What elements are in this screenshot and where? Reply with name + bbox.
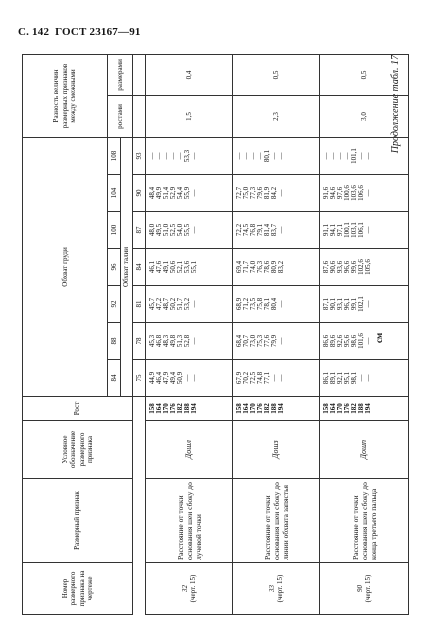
chest-size-1: 88 [108, 323, 121, 360]
value: 72,5 [249, 371, 257, 385]
height-value: 194 [277, 403, 285, 414]
height-value: 188 [270, 403, 278, 414]
value-cell-size-0 [146, 360, 233, 397]
page-number: С. 142 [18, 26, 50, 38]
value: — [270, 152, 278, 160]
value: 69,4 [235, 260, 243, 274]
value-cell-size-6 [146, 137, 233, 174]
value: 71,7 [242, 260, 250, 274]
value: 79,9 [270, 334, 278, 348]
value: 50,6 [169, 260, 177, 274]
chest-group-header: Обхват груди [23, 137, 108, 396]
waist-size-0: 75 [133, 360, 146, 397]
feature-symbol: Дошз [233, 421, 320, 479]
header-spacer [133, 421, 146, 479]
chest-size-6: 108 [108, 137, 121, 174]
table-row [233, 54, 320, 614]
value: 87,1 [322, 297, 330, 311]
value: 53,6 [183, 260, 191, 274]
value: 79,6 [256, 186, 264, 200]
value-cell-size-6 [320, 137, 409, 174]
value-cell-size-4 [320, 212, 409, 249]
value: 99,6 [350, 260, 358, 274]
value: 103,6 [350, 185, 358, 201]
page-header [18, 26, 141, 38]
height-cell [233, 397, 320, 421]
value: 81,9 [263, 186, 271, 200]
value: — [364, 226, 372, 234]
value: 75,3 [256, 334, 264, 348]
height-value: 176 [343, 403, 351, 414]
figure-ref: (черт. 15) [364, 574, 372, 603]
value: 94,6 [329, 186, 337, 200]
value: — [364, 300, 372, 308]
height-value: 182 [263, 403, 271, 414]
value: 91,1 [322, 223, 330, 237]
table-row [320, 54, 409, 614]
value: 83,2 [277, 260, 285, 274]
value-cell-size-5 [233, 175, 320, 212]
value-cell-size-1 [233, 323, 320, 360]
value: — [357, 152, 365, 160]
col-feature-header: Размерный признак [23, 479, 133, 563]
dimensions-table [22, 54, 409, 615]
value: 78,6 [263, 260, 271, 274]
chest-size-4: 100 [108, 212, 121, 249]
value: — [176, 152, 184, 160]
value: — [364, 337, 372, 345]
value: — [357, 374, 365, 382]
value: 51,3 [176, 334, 184, 348]
value: 97,1 [336, 223, 344, 237]
value: 55,1 [190, 260, 198, 274]
value: — [322, 152, 330, 160]
height-cell [320, 397, 409, 421]
value: 90,1 [329, 297, 337, 311]
value-cell-size-1 [146, 323, 233, 360]
value: 86,1 [322, 371, 330, 385]
waist-size-3: 84 [133, 249, 146, 286]
value: — [277, 226, 285, 234]
value: 105,6 [364, 259, 372, 275]
value: 52,5 [169, 223, 177, 237]
table-row [146, 54, 233, 614]
value: 96,6 [343, 260, 351, 274]
value-cell-size-2 [146, 286, 233, 323]
chest-size-0: 84 [108, 360, 121, 397]
value: 74,0 [249, 260, 257, 274]
feature-number-cell [233, 563, 320, 615]
height-value: 170 [336, 403, 344, 414]
height-value: 164 [329, 403, 337, 414]
value: 71,2 [242, 297, 250, 311]
value: 53,2 [183, 297, 191, 311]
value: 74,5 [242, 223, 250, 237]
feature-number: 33 [267, 585, 276, 592]
value: — [190, 226, 198, 234]
value: 103,1 [350, 222, 358, 238]
header-spacer [133, 563, 146, 615]
col-height-header: Рост [23, 397, 133, 421]
value: 72,2 [235, 223, 243, 237]
continuation-title: Продолжение табл. 17 [390, 55, 401, 154]
feature-symbol: Дошл [146, 421, 233, 479]
value: 46,4 [155, 371, 163, 385]
value: 87,6 [322, 260, 330, 274]
diff-size-value: 0,4 [146, 54, 233, 95]
waist-size-6: 93 [133, 137, 146, 174]
value: 96,1 [343, 297, 351, 311]
value: — [155, 152, 163, 160]
diff-height-value: 3,0 [320, 95, 409, 137]
value: 98,1 [350, 371, 358, 385]
header-row-waist-values [133, 54, 146, 614]
value-cell-size-4 [146, 212, 233, 249]
value: 49,5 [155, 223, 163, 237]
value: — [364, 152, 372, 160]
standard-code: ГОСТ 23167—91 [55, 26, 141, 38]
height-value: 188 [357, 403, 365, 414]
value: 73,0 [249, 334, 257, 348]
value: 47,2 [155, 297, 163, 311]
diff-header: Разность величин размерных признаков между смежными [23, 54, 108, 137]
value: 51,7 [176, 297, 184, 311]
value-cell-size-6 [233, 137, 320, 174]
diff-size-value: 0,5 [233, 54, 320, 95]
height-value: 182 [176, 403, 184, 414]
value: 101,6 [357, 333, 365, 349]
height-cell [146, 397, 233, 421]
col-symbol-header: Условное обозначение размерного признака [23, 421, 133, 479]
value: 98,6 [350, 334, 358, 348]
value: — [343, 152, 351, 160]
diff-size-value: 0,5 [320, 54, 409, 95]
value: 89,1 [329, 371, 337, 385]
waist-size-5: 90 [133, 175, 146, 212]
value: 79,1 [256, 223, 264, 237]
value: 45,3 [148, 334, 156, 348]
feature-number-cell [146, 563, 233, 615]
value: 49,4 [169, 371, 177, 385]
value: 53,3 [183, 149, 191, 163]
height-value: 176 [256, 403, 264, 414]
value: 91,6 [322, 186, 330, 200]
height-value: 158 [235, 403, 243, 414]
height-value: 176 [169, 403, 177, 414]
diff-height-value: 1,5 [146, 95, 233, 137]
value: 73,5 [249, 297, 257, 311]
value: 92,6 [336, 334, 344, 348]
value: 77,3 [249, 186, 257, 200]
value: 77,6 [263, 334, 271, 348]
diff-height-value: 2,3 [233, 95, 320, 137]
value: 68,4 [235, 334, 243, 348]
value-cell-size-2 [233, 286, 320, 323]
value: — [190, 189, 198, 197]
height-value: 182 [350, 403, 358, 414]
value: 76,8 [249, 223, 257, 237]
waist-size-1: 78 [133, 323, 146, 360]
value: 75,8 [256, 297, 264, 311]
height-value: 194 [364, 403, 372, 414]
value: 50,2 [169, 297, 177, 311]
value: 68,9 [235, 297, 243, 311]
value: 102,1 [357, 296, 365, 312]
header-spacer [133, 397, 146, 421]
value: 46,8 [155, 334, 163, 348]
feature-symbol: Дошп [320, 421, 409, 479]
value: 67,9 [235, 371, 243, 385]
feature-description: Расстояние от точки основания шеи сбоку до линии обхвата запястья [233, 479, 320, 563]
value: 70,2 [242, 371, 250, 385]
value: 49,9 [155, 186, 163, 200]
chest-size-3: 96 [108, 249, 121, 286]
value: 72,7 [235, 186, 243, 200]
value: 80,1 [263, 149, 271, 163]
value-cell-size-5 [146, 175, 233, 212]
value: 100,6 [343, 185, 351, 201]
value: 84,2 [270, 186, 278, 200]
col-num-header: Номер размерного признака на чертеже [23, 563, 133, 615]
feature-description: Расстояние от точки основания шеи сбоку до лучевой точки [146, 479, 233, 563]
value: — [277, 337, 285, 345]
value-cell-size-0 [233, 360, 320, 397]
value-cell-size-3 [320, 249, 409, 286]
value: 76,3 [256, 260, 264, 274]
feature-number: 32 [180, 585, 189, 592]
value: — [242, 152, 250, 160]
value: 48,7 [162, 297, 170, 311]
value: 92,1 [336, 371, 344, 385]
feature-description: Расстояние от точки основания шеи сбоку до конца третьего пальца [320, 479, 409, 563]
value: 86,6 [322, 334, 330, 348]
value: 46,1 [148, 260, 156, 274]
value: 55,5 [183, 223, 191, 237]
value: 106,6 [357, 185, 365, 201]
value: — [235, 152, 243, 160]
value: 47,9 [162, 371, 170, 385]
value: — [277, 189, 285, 197]
value: 90,6 [329, 260, 337, 274]
value: 55,9 [183, 186, 191, 200]
value: 48,4 [148, 186, 156, 200]
value: 47,6 [155, 260, 163, 274]
value: 89,6 [329, 334, 337, 348]
unit-label: см [374, 332, 384, 343]
value: 80,9 [270, 260, 278, 274]
value: — [169, 152, 177, 160]
value: 45,7 [148, 297, 156, 311]
height-value: 164 [155, 403, 163, 414]
value: 77,1 [263, 371, 271, 385]
header-spacer [133, 95, 146, 137]
value: — [148, 152, 156, 160]
figure-ref: (черт. 15) [189, 574, 197, 603]
value: 52,9 [169, 186, 177, 200]
value: 99,1 [350, 297, 358, 311]
value: 74,8 [256, 371, 264, 385]
value: — [336, 152, 344, 160]
value: 49,1 [162, 260, 170, 274]
value: 48,3 [162, 334, 170, 348]
waist-group-header: Обхват талии [121, 137, 133, 396]
height-value: 158 [148, 403, 156, 414]
value-cell-size-2 [320, 286, 409, 323]
value: 51,4 [162, 186, 170, 200]
diff-size-header: размерами [108, 54, 133, 95]
value: — [190, 300, 198, 308]
value: 94,1 [329, 223, 337, 237]
value: 106,1 [357, 222, 365, 238]
height-value: 170 [249, 403, 257, 414]
figure-ref: (черт. 15) [276, 574, 284, 603]
value: 70,7 [242, 334, 250, 348]
feature-number-cell [320, 563, 409, 615]
waist-size-2: 81 [133, 286, 146, 323]
value-cell-size-1 [320, 323, 409, 360]
chest-size-5: 104 [108, 175, 121, 212]
value: — [270, 374, 278, 382]
value: — [183, 374, 191, 382]
header-spacer [133, 479, 146, 563]
value: 51,0 [162, 223, 170, 237]
value-cell-size-4 [233, 212, 320, 249]
value: 83,7 [270, 223, 278, 237]
value: 97,6 [336, 186, 344, 200]
value: 93,6 [336, 260, 344, 274]
value: — [329, 152, 337, 160]
value: — [249, 152, 257, 160]
value: 54,4 [176, 186, 184, 200]
value: 95,6 [343, 334, 351, 348]
value: 44,9 [148, 371, 156, 385]
chest-size-2: 92 [108, 286, 121, 323]
value: 52,1 [176, 260, 184, 274]
value: 95,1 [343, 371, 351, 385]
height-value: 158 [322, 403, 330, 414]
value-cell-size-3 [233, 249, 320, 286]
value: — [364, 189, 372, 197]
header-spacer [133, 54, 146, 95]
value: — [256, 152, 264, 160]
value: — [277, 374, 285, 382]
diff-height-header: ростами [108, 95, 133, 137]
value: — [190, 152, 198, 160]
value-cell-size-0 [320, 360, 409, 397]
value: — [162, 152, 170, 160]
value: 100,1 [343, 222, 351, 238]
value: — [277, 152, 285, 160]
header-row-top [23, 54, 108, 614]
value: 54,0 [176, 223, 184, 237]
value: 49,8 [169, 334, 177, 348]
value: 48,0 [148, 223, 156, 237]
value: 75,0 [242, 186, 250, 200]
value: 81,4 [263, 223, 271, 237]
height-value: 170 [162, 403, 170, 414]
value: — [190, 374, 198, 382]
waist-size-4: 87 [133, 212, 146, 249]
rotated-table-area [22, 55, 408, 615]
height-value: 188 [183, 403, 191, 414]
value: 80,4 [270, 297, 278, 311]
value: — [277, 300, 285, 308]
value: 52,8 [183, 334, 191, 348]
value: 50,9 [176, 371, 184, 385]
value-cell-size-5 [320, 175, 409, 212]
value: 93,1 [336, 297, 344, 311]
value: 102,6 [357, 259, 365, 275]
height-value: 164 [242, 403, 250, 414]
height-value: 194 [190, 403, 198, 414]
value: 78,1 [263, 297, 271, 311]
value-cell-size-3 [146, 249, 233, 286]
value: — [190, 337, 198, 345]
value: — [364, 374, 372, 382]
value: 101,1 [350, 148, 358, 164]
feature-number: 90 [355, 585, 364, 592]
